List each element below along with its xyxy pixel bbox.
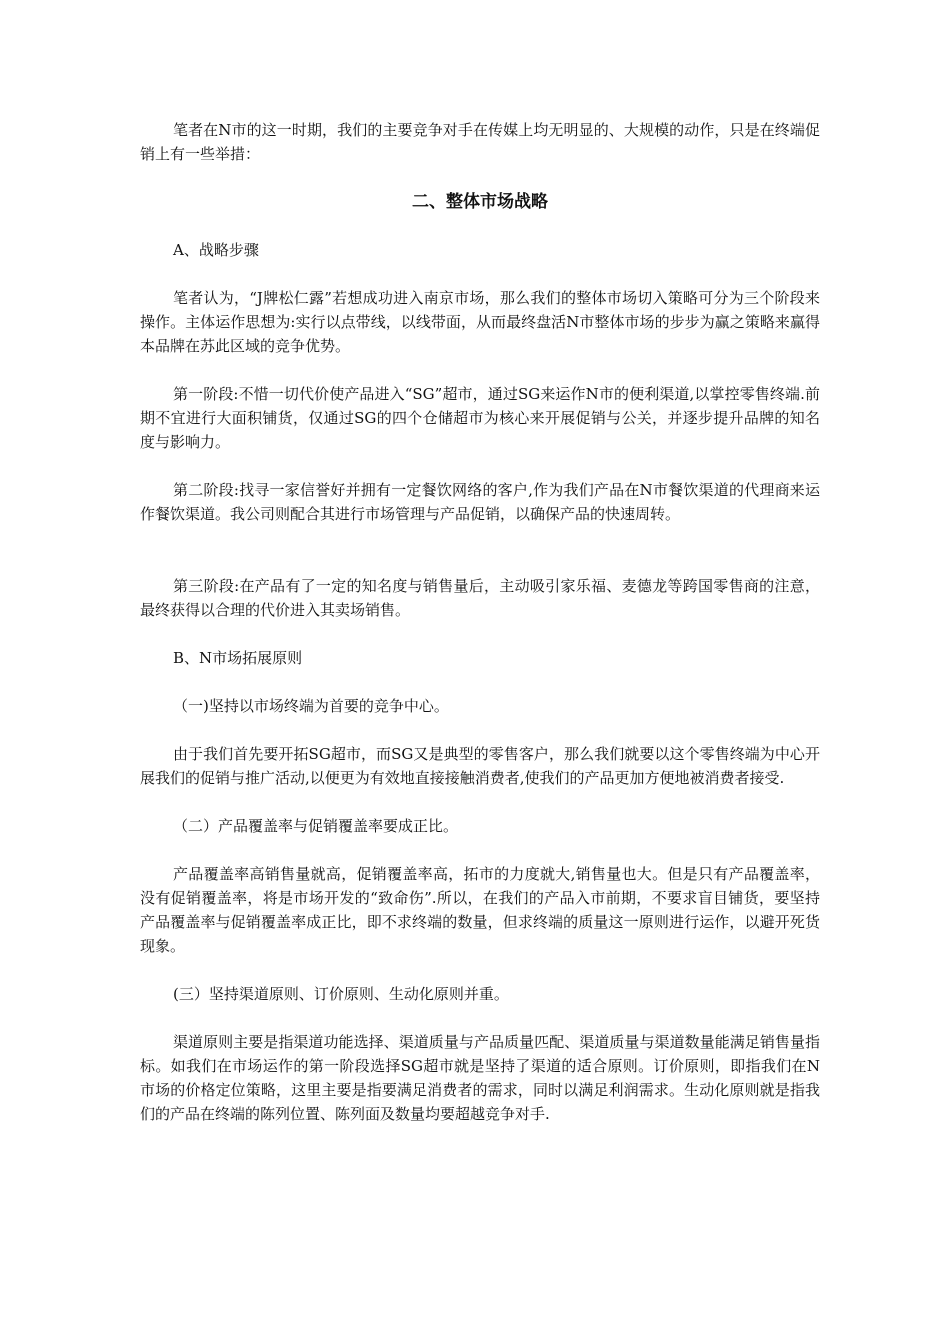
document-page xyxy=(140,118,820,1126)
paragraph-phase-2: 第二阶段:找寻一家信誉好并拥有一定餐饮网络的客户,作为我们产品在N市餐饮渠道的代理商来运作餐饮渠道。我公司则配合其进行市场管理与产品促销，以确保产品的快速周转。 xyxy=(140,481,820,523)
paragraph-principle-1: 由于我们首先要开拓SG超市，而SG又是典型的零售客户，那么我们就要以这个零售终端为中心开展我们的促销与推广活动,以便更为有效地直接接触消费者,使我们的产品更加方便地被消费者接受. xyxy=(140,745,820,787)
paragraph-phase-1: 第一阶段:不惜一切代价使产品进入“SG”超市，通过SG来运作N市的便利渠道,以掌控零售终端.前期不宜进行大面积铺货，仅通过SG的四个仓储超市为核心来开展促销与公关，并逐步提升品牌的知名度与影响力。 xyxy=(140,385,820,451)
principle-2-title: （二）产品覆盖率与促销覆盖率要成正比。 xyxy=(173,817,459,835)
principle-3-title: (三）坚持渠道原则、订价原则、生动化原则并重。 xyxy=(173,985,509,1003)
principle-1-title: （一)坚持以市场终端为首要的竞争中心。 xyxy=(173,697,449,715)
paragraph-principle-2: 产品覆盖率高销售量就高，促销覆盖率高，拓市的力度就大,销售量也大。但是只有产品覆盖率，没有促销覆盖率，将是市场开发的“致命伤”.所以，在我们的产品入市前期，不要求盲目铺货，要坚持产品覆盖率与促销覆盖率成正比，即不求终端的数量，但求终端的质量这一原则进行运作，以避开死货现象。 xyxy=(140,865,820,955)
paragraph-phase-3: 第三阶段:在产品有了一定的知名度与销售量后，主动吸引家乐福、麦德龙等跨国零售商的注意，最终获得以合理的代价进入其卖场销售。 xyxy=(140,577,820,619)
section-title: 二、整体市场战略 xyxy=(412,192,548,212)
paragraph-intro: 笔者在N市的这一时期，我们的主要竞争对手在传媒上均无明显的、大规模的动作，只是在终端促销上有一些举措： xyxy=(140,121,820,163)
subsection-b-title: B、N市场拓展原则 xyxy=(173,649,303,667)
paragraph-principle-3: 渠道原则主要是指渠道功能选择、渠道质量与产品质量匹配、渠道质量与渠道数量能满足销售量指标。如我们在市场运作的第一阶段选择SG超市就是坚持了渠道的适合原则。订价原则，即指我们在N市场的价格定位策略，这里主要是指要满足消费者的需求，同时以满足利润需求。生动化原则就是指我们的产品在终端的陈列位置、陈列面及数量均要超越竞争对手. xyxy=(140,1033,820,1123)
subsection-a-title: A、战略步骤 xyxy=(173,241,259,259)
paragraph-strategy-overview: 笔者认为，“J牌松仁露”若想成功进入南京市场，那么我们的整体市场切入策略可分为三个阶段来操作。主体运作思想为:实行以点带线，以线带面，从而最终盘活N市整体市场的步步为赢之策略来赢得本品牌在苏此区域的竞争优势。 xyxy=(140,289,820,355)
